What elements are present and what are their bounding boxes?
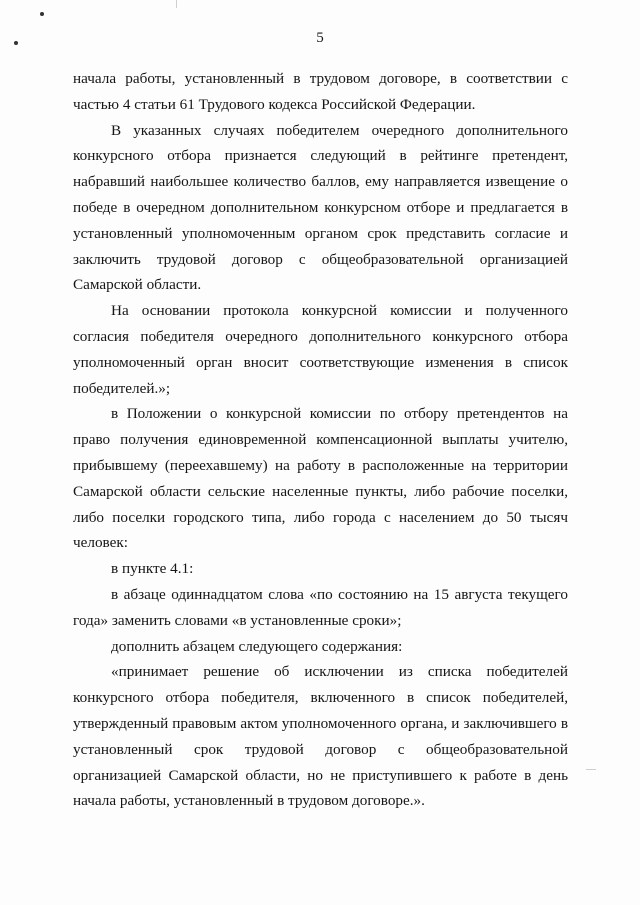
paragraph: в Положении о конкурсной комиссии по отбору претендентов на право получения единовременной компенсационной выплаты учителю, прибывшему (переехавшему) на работу в расположенные на территории Самарской области сельские населенные пункты, либо рабочие поселки, либо поселки городского типа, либо города с населением до 50 тысяч человек:	[73, 405, 568, 552]
scan-artifact	[176, 0, 177, 8]
page-number: 5	[316, 30, 324, 46]
paragraph: «принимает решение об исключении из списка победителей конкурсного отбора победителя, включенного в список победителей, утвержденный правовым актом уполномоченного органа, и заключившего в установленный срок трудовой договор с общеобразовательной организацией Самарской области, но не приступившего к работе в день начала работы, установленный в трудовом договоре.».	[73, 663, 568, 810]
document-body	[73, 66, 568, 814]
paragraph: На основании протокола конкурсной комиссии и полученного согласия победителя очередного дополнительного конкурсного отбора уполномоченный орган вносит соответствующие изменения в список победителей.»;	[73, 302, 568, 397]
paragraph: начала работы, установленный в трудовом договоре, в соответствии с частью 4 статьи 61 Трудового кодекса Российской Федерации.	[73, 70, 568, 113]
paragraph: в абзаце одиннадцатом слова «по состоянию на 15 августа текущего года» заменить словами «в установленные сроки»;	[73, 585, 568, 629]
paragraph: дополнить абзацем следующего содержания:	[111, 637, 403, 655]
paragraph: в пункте 4.1:	[111, 560, 194, 578]
scan-artifact	[586, 769, 596, 770]
scan-speck	[40, 12, 44, 16]
paragraph: В указанных случаях победителем очередного дополнительного конкурсного отбора признается следующий в рейтинге претендент, набравший наибольшее количество баллов, ему направляется извещение о победе в очередном дополнительном конкурсном отборе и предлагается в установленный уполномоченным органом срок представить согласие и заключить трудовой договор с общеобразовательной организацией Самарской области.	[73, 121, 568, 294]
